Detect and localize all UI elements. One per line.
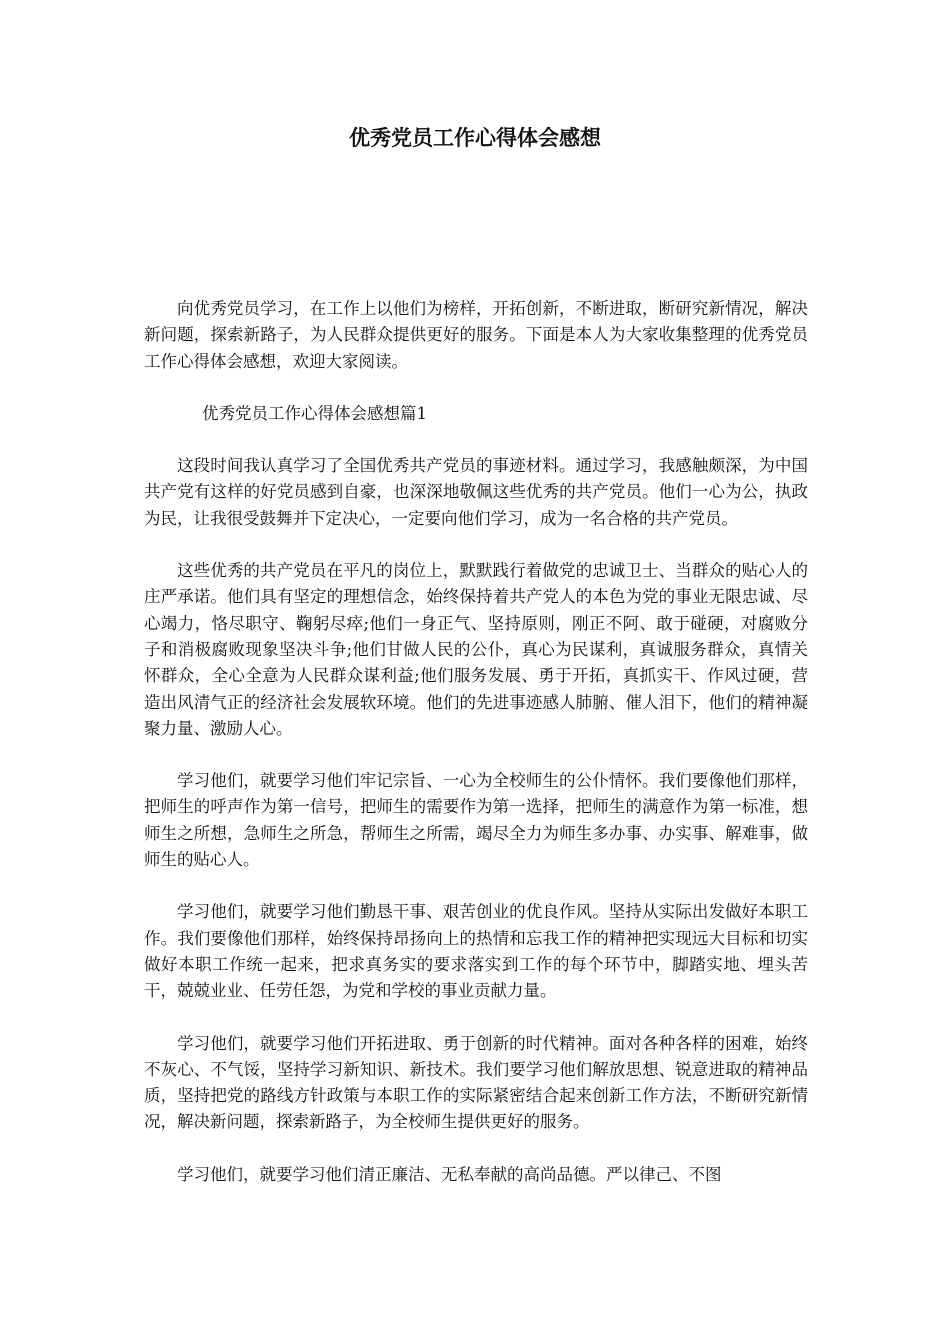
document-body [144,296,808,1214]
intro-paragraph: 向优秀党员学习，在工作上以他们为榜样，开拓创新，不断进取，断研究新情况，解决新问题，探索新路子，为人民群众提供更好的服务。下面是本人为大家收集整理的优秀党员工作心得体会感想，欢迎大家阅读。 [144,299,808,371]
body-paragraph-2: 这些优秀的共产党员在平凡的岗位上，默默践行着做党的忠诚卫士、当群众的贴心人的庄严承诺。他们具有坚定的理想信念，始终保持着共产党人的本色为党的事业无限忠诚、尽心竭力，恪尽职守、鞠躬尽瘁;他们一身正气、坚持原则，刚正不阿、敢于碰硬，对腐败分子和消极腐败现象坚决斗争;他们甘做人民的公仆，真心为民谋利，真诚服务群众，真情关怀群众，全心全意为人民群众谋利益;他们服务发展、勇于开拓，真抓实干、作风过硬，营造出风清气正的经济社会发展软环境。他们的先进事迹感人肺腑、催人泪下，他们的精神凝聚力量、激励人心。 [144,561,808,738]
body-paragraph-4: 学习他们，就要学习他们勤恳干事、艰苦创业的优良作风。坚持从实际出发做好本职工作。我们要像他们那样，始终保持昂扬向上的热情和忘我工作的精神把实现远大目标和切实做好本职工作统一起来，把求真务实的要求落实到工作的每个环节中，脚踏实地、埋头苦干，兢兢业业、任劳任怨，为党和学校的事业贡献力量。 [144,902,808,1001]
section-heading: 优秀党员工作心得体会感想篇1 [202,403,427,423]
body-paragraph-3: 学习他们，就要学习他们牢记宗旨、一心为全校师生的公仆情怀。我们要像他们那样，把师生的呼声作为第一信号，把师生的需要作为第一选择，把师生的满意作为第一标准，想师生之所想，急师生之所急，帮师生之所需，竭尽全力为师生多办事、办实事、解难事，做师生的贴心人。 [144,771,808,870]
body-paragraph-1: 这段时间我认真学习了全国优秀共产党员的事迹材料。通过学习，我感触颇深，为中国共产党有这样的好党员感到自豪，也深深地敬佩这些优秀的共产党员。他们一心为公，执政为民，让我很受鼓舞并下定决心，一定要向他们学习，成为一名合格的共产党员。 [144,456,808,528]
body-paragraph-6: 学习他们，就要学习他们清正廉洁、无私奉献的高尚品德。严以律己、不图 [177,1164,722,1184]
document-title: 优秀党员工作心得体会感想 [349,125,601,150]
body-paragraph-5: 学习他们，就要学习他们开拓进取、勇于创新的时代精神。面对各种各样的困难，始终不灰心、不气馁，坚持学习新知识、新技术。我们要学习他们解放思想、锐意进取的精神品质，坚持把党的路线方针政策与本职工作的实际紧密结合起来创新工作方法，不断研究新情况，解决新问题，探索新路子，为全校师生提供更好的服务。 [144,1033,808,1132]
